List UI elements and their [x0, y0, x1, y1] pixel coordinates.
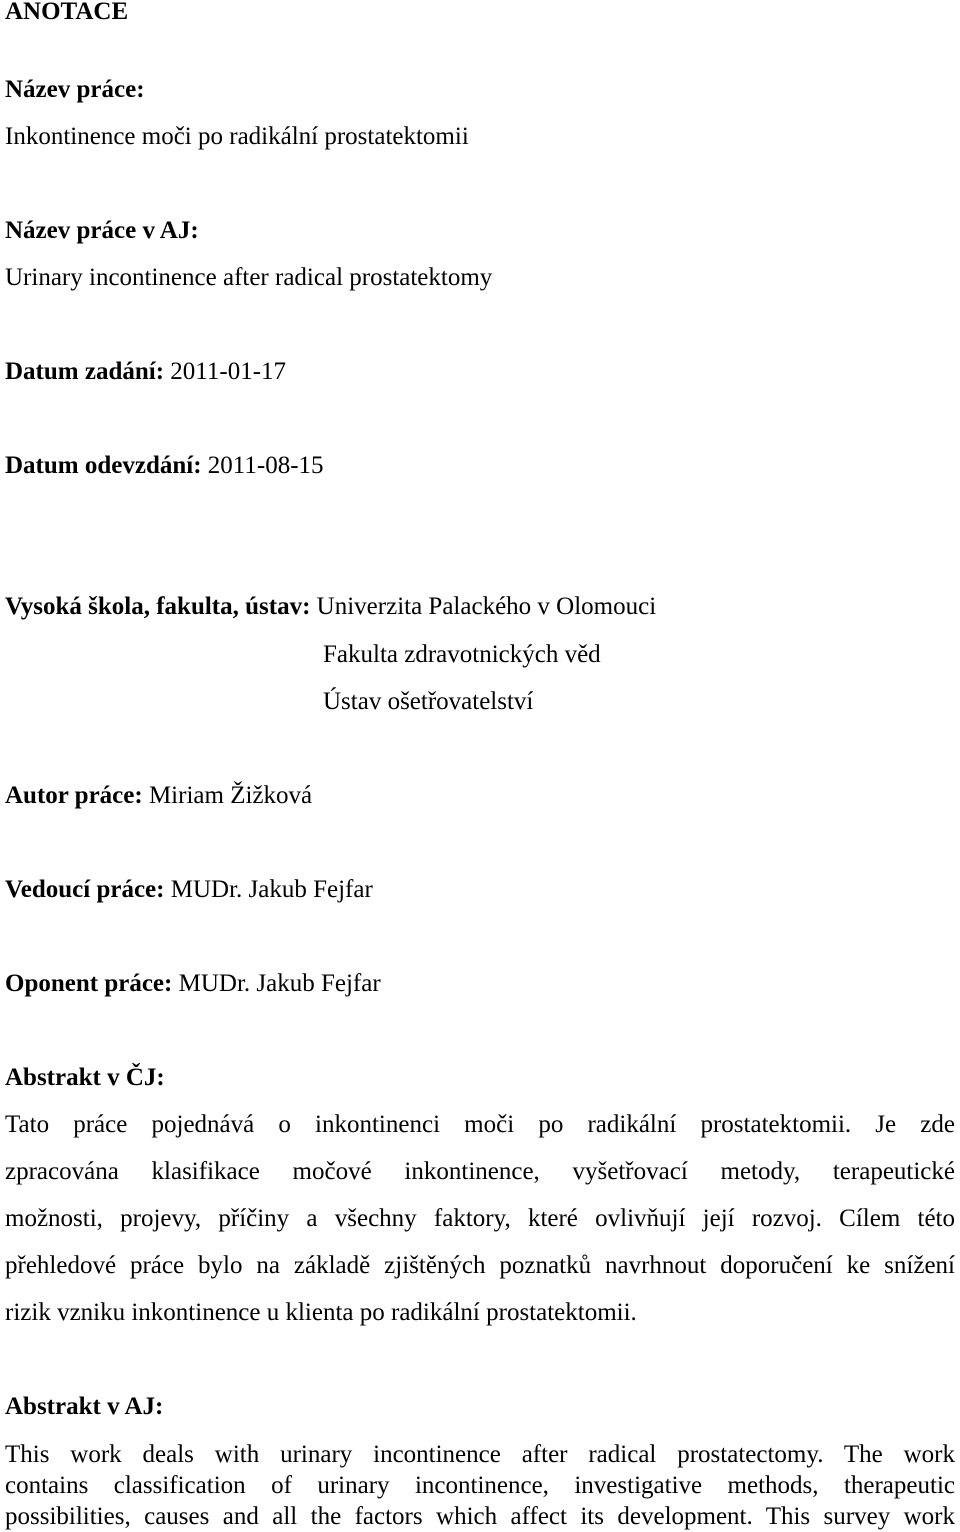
supervisor-value: MUDr. Jakub Fejfar [170, 876, 373, 903]
institution-department: Ústav ošetřovatelství [323, 688, 534, 715]
title-cs-label: Název práce: [5, 76, 145, 103]
abstract-cs-label: Abstrakt v ČJ: [5, 1064, 165, 1091]
abstract-cs-line: přehledové práce bylo na základě zjištěných poznatků navrhnout doporučení ke snížení [5, 1252, 955, 1279]
abstract-en-line: This work deals with urinary incontinence after radical prostatectomy. The work [5, 1441, 955, 1468]
abstract-cs-line: možnosti, projevy, příčiny a všechny faktory, které ovlivňují její rozvoj. Cílem této [5, 1205, 955, 1232]
date-assigned-value: 2011-01-17 [170, 358, 287, 385]
abstract-cs-line: zpracována klasifikace močové inkontinence, vyšetřovací metody, terapeutické [5, 1158, 955, 1185]
abstract-cs-line: Tato práce pojednává o inkontinenci moči po radikální prostatektomii. Je zde [5, 1111, 955, 1138]
institution-row [5, 592, 656, 622]
abstract-cs-line: rizik vzniku inkontinence u klienta po radikální prostatektomii. [5, 1299, 637, 1326]
title-en-label: Název práce v AJ: [5, 217, 199, 244]
abstract-en-line: possibilities, causes and all the factors which affect its development. This survey work [5, 1503, 955, 1530]
date-assigned-label: Datum zadání: [5, 358, 165, 385]
date-assigned-row [5, 357, 286, 387]
opponent-label: Oponent práce: [5, 970, 173, 997]
author-row [5, 781, 312, 811]
title-cs-value: Inkontinence moči po radikální prostatektomii [5, 123, 469, 150]
abstract-en-label: Abstrakt v AJ: [5, 1393, 164, 1420]
abstract-en-line: contains classification of urinary incontinence, investigative methods, therapeutic [5, 1472, 955, 1499]
supervisor-row [5, 875, 373, 905]
institution-label: Vysoká škola, fakulta, ústav: [5, 593, 311, 620]
author-label: Autor práce: [5, 782, 143, 809]
date-submitted-row [5, 451, 324, 481]
title-en-value: Urinary incontinence after radical prostatektomy [5, 264, 493, 291]
page-heading: ANOTACE [5, 0, 129, 25]
date-submitted-value: 2011-08-15 [207, 452, 324, 479]
opponent-value: MUDr. Jakub Fejfar [178, 970, 381, 997]
date-submitted-label: Datum odevzdání: [5, 452, 202, 479]
institution-university: Univerzita Palackého v Olomouci [316, 593, 657, 620]
supervisor-label: Vedoucí práce: [5, 876, 165, 903]
author-value: Miriam Žižková [148, 782, 313, 809]
opponent-row [5, 969, 381, 999]
institution-faculty: Fakulta zdravotnických věd [323, 641, 601, 668]
